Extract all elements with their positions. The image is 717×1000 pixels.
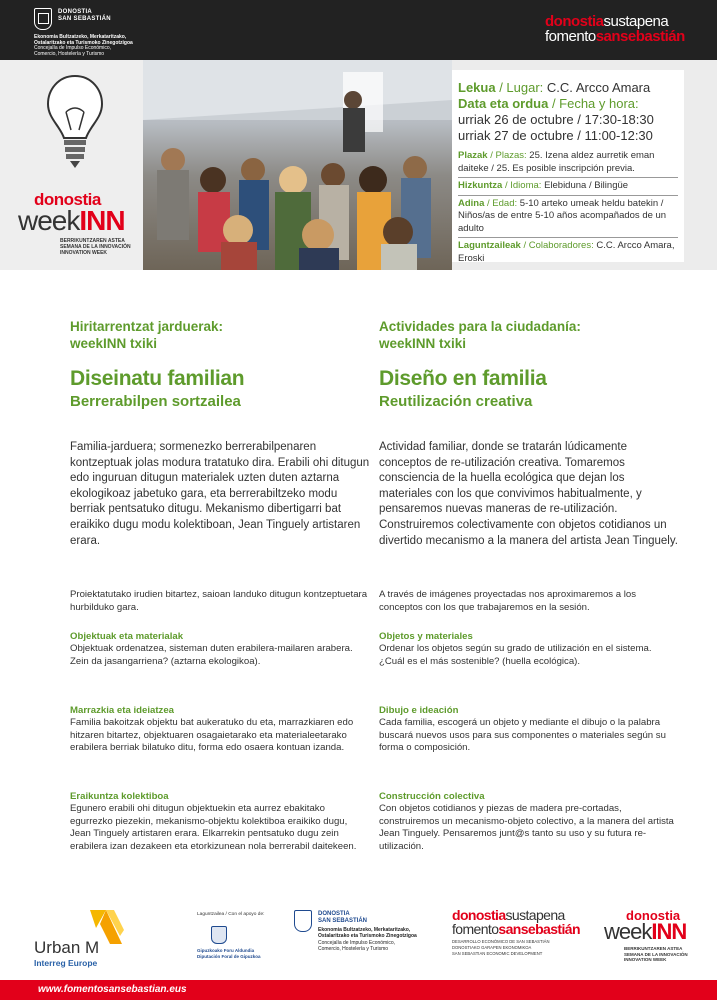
fomento-brand-logo: donostiasustapena fomentosansebastián — [545, 13, 685, 45]
date-row-1: urriak 26 de octubre / 17:30-18:30 — [458, 112, 654, 127]
interreg-name: Interreg Europe — [34, 958, 98, 968]
url-bar — [0, 980, 717, 1000]
dept-line: Ekonomia Bultzatzeko, Merkataritzako, — [34, 34, 127, 40]
step-drawing — [379, 704, 679, 755]
language-row: Hizkuntza / Idioma: Elebiduna / Bilingüe — [458, 180, 629, 191]
places-row: Plazak / Plazas: 25. Izena aldez aurretik eman daiteke / 25. Es posible inscripción previa. — [458, 150, 655, 174]
city-crest-icon — [294, 910, 312, 932]
date-label-row: Data eta ordua / Fecha y hora: — [458, 96, 639, 111]
step-title: Eraikuntza kolektiboa — [70, 791, 169, 802]
event-banner — [0, 60, 717, 270]
children-group-photo — [143, 60, 452, 270]
event-photo — [143, 60, 452, 270]
step-construction — [70, 790, 370, 853]
support-label: Laguntzailea / Con el apoyo de: — [197, 912, 265, 917]
weekinn-donostia: donostia — [34, 190, 101, 209]
section-kicker: Actividades para la ciudadanía: — [379, 319, 581, 334]
step-body: Con objetos cotidianos y piezas de madera pre-cortadas, construiremos un mecanismo-objeto colectivo, a la manera del artista Jean Tinguely. Pensaremos junt@s tanto su uso y su futura re-utilización. — [379, 803, 674, 852]
spanish-column — [379, 318, 679, 852]
step-body: Ordenar los objetos según su grado de utilización en el sistema. ¿Cuál es el más sostenible? (huella ecológica). — [379, 643, 652, 667]
activity-subtitle: Berrerabilpen sortzailea — [70, 393, 241, 410]
step-title: Construcción colectiva — [379, 791, 485, 802]
header-bar — [0, 0, 717, 60]
activity-description: Familia-jarduera; sormenezko berrerabilpenaren kontzeptuak jolas modura tratatuko dira. Erabili ohi ditugun edo inguruan ditugun materialek uzten duten aztarna ekologikoaz jabetuko gara, eta berrerabiltzeko modu berriak pentsatuko ditugu. Mekanismo dibertigarri bat eraikiko dugu modu kolektiboan, Jean Tinguely artistaren erara. — [70, 441, 370, 547]
step-title: Objektuak eta materialak — [70, 631, 184, 642]
divider — [458, 237, 678, 238]
fomento-footer-logo: donostiasustapena fomentosansebastián DESARROLLO ECONÓMICO DE SAN SEBASTIÁN DONOSTIAKO GARAPEN EKONOMIKOA SAN SEBASTIAN ECONOMIC DEVELOPMENT — [452, 907, 580, 956]
collaborators-row: Laguntzaileak / Colaboradores: C.C. Arcco Amara, Eroski — [458, 240, 675, 264]
place-row: Lekua / Lugar: C.C. Arcco Amara — [458, 80, 651, 95]
website-link[interactable]: www.fomentosansebastian.eus — [38, 984, 187, 995]
step-objects — [70, 630, 370, 668]
age-row: Adina / Edad: 5-10 arteko umeak heldu batekin / Niños/as de entre 5-10 años acompañados de un adulto — [458, 197, 667, 234]
step-body: Objektuak ordenatzea, sisteman duten erabilera-mailaren arabera. Zein da jasangarriena? (aztarna ekologikoa). — [70, 643, 353, 667]
activity-intro: Proiektatutako irudien bitartez, saioan landuko ditugun kontzeptuetara hurbilduko gara. — [70, 589, 368, 613]
step-body: Egunero erabili ohi ditugun objektuekin eta aurrez ebakitako egurrezko piezekin, mekanismo-objektu kolektiboa eraikiko dugu, Jean Tinguely artistaren erara. Elkarrekin pentsatuko dugu zein erabilera izan dezakeen eta etorkizunean nola berrerabil daitekeen. — [70, 803, 357, 852]
activity-description: Actividad familiar, donde se tratarán lúdicamente conceptos de re-utilización creativa. Tomaremos consciencia de la huella ecológica que dejan los materiales con los que convivimos habitualmente, y pensaremos nuevas maneras de re-utilización. Construiremos colectivamente con objetos cotidianos un divertido mecanismo a la manera del artista Jean Tinguely. — [379, 441, 678, 547]
city-crest-icon — [34, 8, 52, 30]
step-title: Marrazkia eta ideiatzea — [70, 705, 174, 716]
weekinn-wordmark: weekINN — [18, 205, 125, 236]
step-title: Objetos y materiales — [379, 631, 473, 642]
divider — [458, 177, 678, 178]
urban-m-logo — [34, 910, 129, 970]
lightbulb-icon — [44, 72, 106, 182]
date-row-2: urriak 27 de octubre / 11:00-12:30 — [458, 128, 653, 143]
weekinn-logo-panel — [0, 60, 143, 270]
basque-column — [70, 318, 370, 852]
section-kicker: Hiritarrentzat jarduerak: — [70, 319, 224, 334]
weekinn-footer-logo: donostia weekINN BERRIKUNTZAREN ASTEA SEMANA DE LA INNOVACIÓN INNOVATION WEEK — [604, 908, 688, 962]
activity-subtitle: Reutilización creativa — [379, 393, 533, 410]
city-council-footer-logo: DONOSTIA SAN SEBASTIÁN Ekonomia Bultzatzeko, Merkataritzako, Ostalaritzako eta Turismoko Zinegotzigoa Concejalía de Impulso Económico, Comercio, Hostelería y Turismo — [294, 910, 444, 972]
activity-title: Diseinatu familian — [70, 367, 245, 390]
step-construction — [379, 790, 679, 853]
step-body: Familia bakoitzak objektu bat aukeratuko du eta, marrazkiaren edo hitzaren bitartez, objektuaren osagaietarako eta materialeetarako erabilera berriak bilatuko ditu, forma edo osaera kontuan izanda. — [70, 717, 354, 754]
weekinn-tagline: BERRIKUNTZAREN ASTEA SEMANA DE LA INNOVACIÓN INNOVATION WEEK — [60, 238, 131, 256]
dept-line: Concejalía de Impulso Económico, — [34, 45, 111, 51]
activity-intro: A través de imágenes proyectadas nos aproximaremos a los conceptos con los que trabajaremos en la sesión. — [379, 589, 637, 613]
step-objects — [379, 630, 679, 668]
sponsor-logos — [0, 900, 717, 978]
dept-line: Ostalaritzako eta Turismoko Zinegotzigoa — [34, 40, 133, 46]
event-info-box — [452, 70, 684, 262]
city-name: DONOSTIA — [58, 9, 93, 15]
section-kicker-sub: weekINN txiki — [379, 336, 467, 351]
step-drawing — [70, 704, 370, 755]
section-kicker-sub: weekINN txiki — [70, 336, 158, 351]
gipuzkoa-logo: Laguntzailea / Con el apoyo de: Gipuzkoako Foru Aldundia Diputación Foral de Gipuzkoa — [197, 912, 287, 972]
city-name-es: SAN SEBASTIÁN — [58, 16, 111, 22]
step-title: Dibujo e ideación — [379, 705, 459, 716]
divider — [458, 195, 678, 196]
urban-m-name: Urban M — [34, 938, 100, 957]
activity-title: Diseño en familia — [379, 367, 547, 390]
step-body: Cada familia, escogerá un objeto y mediante el dibujo o la palabra buscará nuevos usos para sus componentes o materiales según su forma o composición. — [379, 717, 666, 754]
dept-line: Comercio, Hostelería y Turismo — [34, 50, 105, 57]
gipuzkoa-crest-icon — [211, 926, 227, 944]
city-council-logo — [34, 8, 184, 56]
